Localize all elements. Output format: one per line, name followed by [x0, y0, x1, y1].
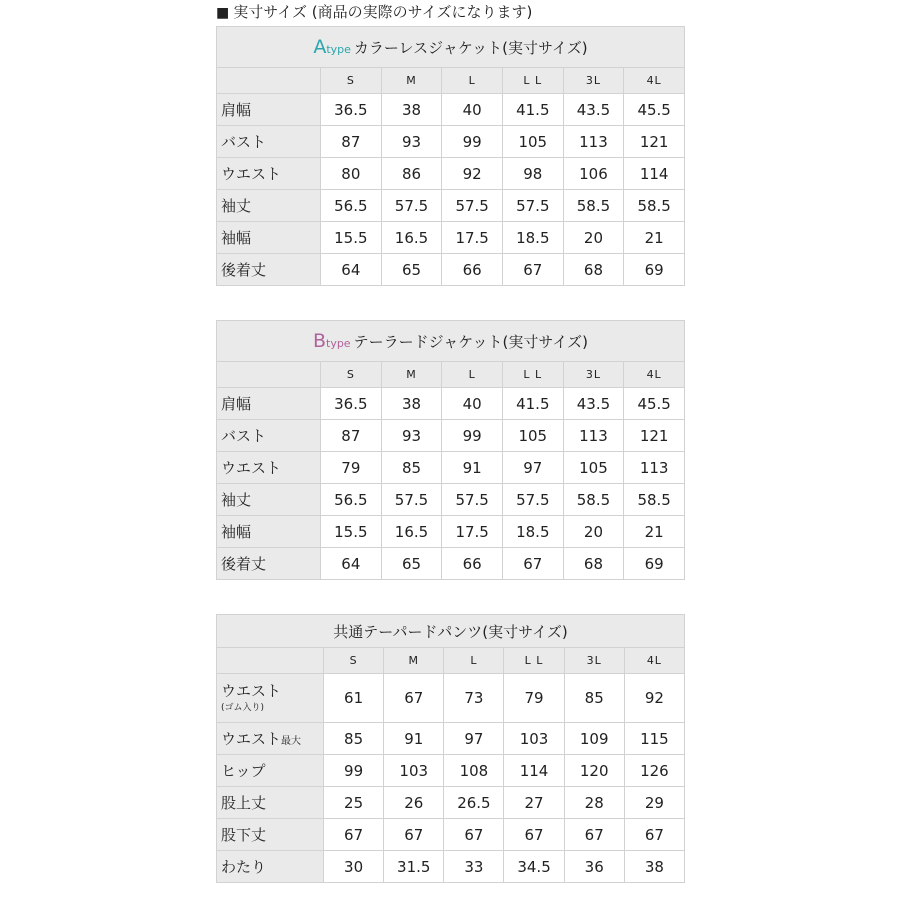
row-label: 後着丈: [217, 254, 321, 286]
table-row: [217, 674, 685, 723]
value-cell: 114: [504, 755, 564, 787]
value-cell: 27: [504, 787, 564, 819]
table-row: [217, 452, 685, 484]
page-heading-text: 実寸サイズ (商品の実際のサイズになります): [233, 3, 533, 21]
table-title-text: カラーレスジャケット(実寸サイズ): [353, 39, 588, 57]
value-cell: 109: [564, 723, 624, 755]
size-header-l: L: [442, 362, 503, 388]
table-title: [217, 615, 685, 648]
value-cell: 113: [624, 452, 685, 484]
size-header-4l: 4L: [624, 648, 684, 674]
table-title-row: [217, 321, 685, 362]
row-label-main: ウエスト: [221, 682, 282, 700]
value-cell: 20: [563, 516, 624, 548]
value-cell: 15.5: [321, 222, 382, 254]
size-table-b-jacket: [216, 320, 685, 580]
value-cell: 57.5: [381, 190, 442, 222]
value-cell: 41.5: [502, 388, 563, 420]
value-cell: 43.5: [563, 94, 624, 126]
table-title: [217, 27, 685, 68]
value-cell: 67: [624, 819, 684, 851]
row-label: 袖幅: [217, 222, 321, 254]
value-cell: 67: [564, 819, 624, 851]
value-cell: 99: [442, 420, 503, 452]
size-header-s: S: [321, 68, 382, 94]
value-cell: 97: [502, 452, 563, 484]
value-cell: 17.5: [442, 222, 503, 254]
value-cell: 67: [504, 819, 564, 851]
size-header-4l: 4L: [624, 362, 685, 388]
value-cell: 64: [321, 548, 382, 580]
size-header-ll: L L: [504, 648, 564, 674]
value-cell: 98: [502, 158, 563, 190]
size-header-row: [217, 362, 685, 388]
value-cell: 113: [563, 126, 624, 158]
value-cell: 66: [442, 254, 503, 286]
value-cell: 36: [564, 851, 624, 883]
value-cell: 68: [563, 254, 624, 286]
row-label: ヒップ: [217, 755, 324, 787]
value-cell: 16.5: [381, 222, 442, 254]
value-cell: 57.5: [442, 484, 503, 516]
value-cell: 17.5: [442, 516, 503, 548]
table-title-text: テーラードジャケット(実寸サイズ): [353, 333, 589, 351]
value-cell: 79: [504, 674, 564, 723]
value-cell: 15.5: [321, 516, 382, 548]
value-cell: 67: [502, 548, 563, 580]
page-heading: [216, 2, 532, 22]
value-cell: 126: [624, 755, 684, 787]
value-cell: 66: [442, 548, 503, 580]
value-cell: 58.5: [563, 190, 624, 222]
size-header-l: L: [444, 648, 504, 674]
row-label: バスト: [217, 420, 321, 452]
size-header-3l: 3L: [563, 68, 624, 94]
value-cell: 26: [384, 787, 444, 819]
value-cell: 103: [384, 755, 444, 787]
table-row: [217, 222, 685, 254]
value-cell: 92: [624, 674, 684, 723]
value-cell: 103: [504, 723, 564, 755]
row-label: 袖丈: [217, 484, 321, 516]
value-cell: 28: [564, 787, 624, 819]
type-word: type: [326, 337, 351, 350]
value-cell: 69: [624, 254, 685, 286]
row-label-suffix: 最大: [281, 736, 302, 747]
row-label-main: ウエスト: [221, 730, 282, 748]
value-cell: 85: [564, 674, 624, 723]
value-cell: 58.5: [563, 484, 624, 516]
value-cell: 67: [444, 819, 504, 851]
row-label: ウエスト: [217, 158, 321, 190]
size-header-row: [217, 68, 685, 94]
value-cell: 73: [444, 674, 504, 723]
size-header-ll: L L: [502, 362, 563, 388]
size-header-m: M: [384, 648, 444, 674]
type-letter: A: [313, 36, 327, 58]
row-label: [217, 674, 324, 723]
value-cell: 99: [442, 126, 503, 158]
row-label: 袖丈: [217, 190, 321, 222]
header-corner-cell: [217, 362, 321, 388]
value-cell: 36.5: [321, 388, 382, 420]
table-row: [217, 190, 685, 222]
value-cell: 56.5: [321, 484, 382, 516]
value-cell: 67: [324, 819, 384, 851]
row-label: [217, 723, 324, 755]
size-header-row: [217, 648, 685, 674]
value-cell: 67: [384, 674, 444, 723]
row-label: バスト: [217, 126, 321, 158]
size-header-m: M: [381, 362, 442, 388]
value-cell: 87: [321, 126, 382, 158]
row-label: 肩幅: [217, 94, 321, 126]
header-corner-cell: [217, 648, 324, 674]
size-header-m: M: [381, 68, 442, 94]
value-cell: 99: [324, 755, 384, 787]
value-cell: 79: [321, 452, 382, 484]
value-cell: 115: [624, 723, 684, 755]
size-header-3l: 3L: [563, 362, 624, 388]
value-cell: 38: [381, 388, 442, 420]
square-bullet-icon: ■: [216, 5, 230, 21]
value-cell: 87: [321, 420, 382, 452]
row-label: 股下丈: [217, 819, 324, 851]
value-cell: 34.5: [504, 851, 564, 883]
value-cell: 64: [321, 254, 382, 286]
value-cell: 18.5: [502, 516, 563, 548]
value-cell: 18.5: [502, 222, 563, 254]
value-cell: 105: [502, 420, 563, 452]
table-row: [217, 548, 685, 580]
table-row: [217, 158, 685, 190]
type-letter: B: [312, 330, 326, 352]
value-cell: 56.5: [321, 190, 382, 222]
value-cell: 26.5: [444, 787, 504, 819]
value-cell: 61: [324, 674, 384, 723]
value-cell: 108: [444, 755, 504, 787]
value-cell: 67: [502, 254, 563, 286]
value-cell: 86: [381, 158, 442, 190]
value-cell: 33: [444, 851, 504, 883]
value-cell: 91: [384, 723, 444, 755]
header-corner-cell: [217, 68, 321, 94]
value-cell: 65: [381, 548, 442, 580]
size-header-l: L: [442, 68, 503, 94]
value-cell: 85: [381, 452, 442, 484]
value-cell: 57.5: [502, 190, 563, 222]
value-cell: 21: [624, 516, 685, 548]
value-cell: 68: [563, 548, 624, 580]
size-header-s: S: [321, 362, 382, 388]
value-cell: 65: [381, 254, 442, 286]
value-cell: 40: [442, 94, 503, 126]
size-header-s: S: [324, 648, 384, 674]
row-label-note: (ゴム入り): [221, 703, 265, 713]
size-table-pants: [216, 614, 685, 883]
value-cell: 31.5: [384, 851, 444, 883]
value-cell: 25: [324, 787, 384, 819]
table-row: [217, 254, 685, 286]
value-cell: 80: [321, 158, 382, 190]
value-cell: 45.5: [624, 388, 685, 420]
value-cell: 16.5: [381, 516, 442, 548]
value-cell: 105: [563, 452, 624, 484]
value-cell: 20: [563, 222, 624, 254]
value-cell: 29: [624, 787, 684, 819]
table-title: [217, 321, 685, 362]
table-title-row: [217, 615, 685, 648]
value-cell: 58.5: [624, 484, 685, 516]
table-row: [217, 516, 685, 548]
value-cell: 57.5: [442, 190, 503, 222]
value-cell: 30: [324, 851, 384, 883]
value-cell: 121: [624, 420, 685, 452]
value-cell: 57.5: [381, 484, 442, 516]
value-cell: 21: [624, 222, 685, 254]
table-row: [217, 484, 685, 516]
value-cell: 114: [624, 158, 685, 190]
value-cell: 40: [442, 388, 503, 420]
value-cell: 43.5: [563, 388, 624, 420]
row-label: 後着丈: [217, 548, 321, 580]
value-cell: 106: [563, 158, 624, 190]
size-table-a-jacket: [216, 26, 685, 286]
value-cell: 58.5: [624, 190, 685, 222]
value-cell: 93: [381, 420, 442, 452]
table-row: [217, 787, 685, 819]
value-cell: 41.5: [502, 94, 563, 126]
table-title-text: 共通テーパードパンツ(実寸サイズ): [333, 622, 568, 641]
value-cell: 36.5: [321, 94, 382, 126]
value-cell: 105: [502, 126, 563, 158]
size-header-3l: 3L: [564, 648, 624, 674]
value-cell: 120: [564, 755, 624, 787]
table-row: [217, 723, 685, 755]
value-cell: 38: [381, 94, 442, 126]
value-cell: 92: [442, 158, 503, 190]
row-label: わたり: [217, 851, 324, 883]
table-row: [217, 420, 685, 452]
value-cell: 45.5: [624, 94, 685, 126]
table-row: [217, 755, 685, 787]
table-row: [217, 126, 685, 158]
table-row: [217, 94, 685, 126]
row-label: 袖幅: [217, 516, 321, 548]
table-row: [217, 819, 685, 851]
value-cell: 113: [563, 420, 624, 452]
value-cell: 85: [324, 723, 384, 755]
type-word: type: [326, 43, 351, 56]
table-title-row: [217, 27, 685, 68]
size-header-ll: L L: [502, 68, 563, 94]
table-row: [217, 388, 685, 420]
value-cell: 67: [384, 819, 444, 851]
value-cell: 69: [624, 548, 685, 580]
value-cell: 57.5: [502, 484, 563, 516]
row-label: 肩幅: [217, 388, 321, 420]
size-header-4l: 4L: [624, 68, 685, 94]
value-cell: 93: [381, 126, 442, 158]
value-cell: 97: [444, 723, 504, 755]
row-label: ウエスト: [217, 452, 321, 484]
row-label: 股上丈: [217, 787, 324, 819]
table-row: [217, 851, 685, 883]
value-cell: 91: [442, 452, 503, 484]
value-cell: 38: [624, 851, 684, 883]
value-cell: 121: [624, 126, 685, 158]
